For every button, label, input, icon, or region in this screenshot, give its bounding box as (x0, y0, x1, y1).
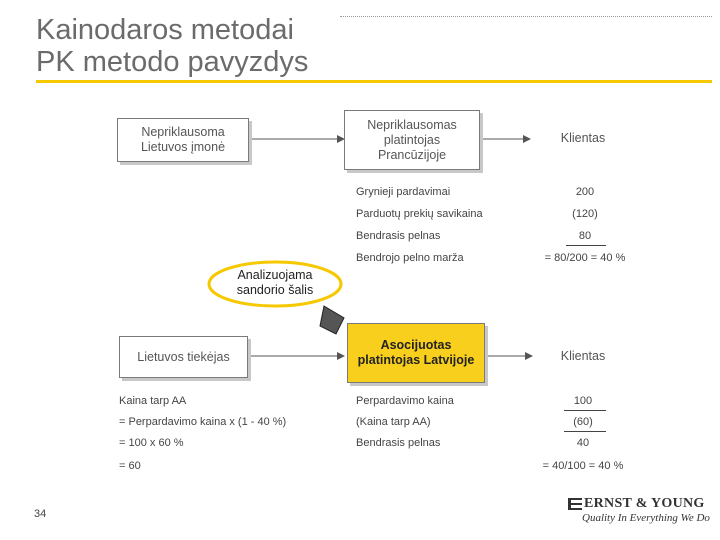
ernst-young-logo (568, 496, 710, 524)
top-row-1-value: 200 (575, 186, 595, 198)
top-row-4-value: = 80/200 = 40 % (544, 252, 626, 264)
bottom-left-row-2: = Perpardavimo kaina x (1 - 40 %) (119, 416, 287, 428)
box-lithuanian-supplier (119, 336, 248, 378)
bottom-mid-row-3: Bendrasis pelnas (356, 437, 441, 449)
bottom-left-row-3: = 100 x 60 % (119, 437, 184, 449)
title-line-2: PK metodo pavyzdys (36, 46, 309, 78)
ey-mark-icon (568, 497, 584, 511)
top-row-4-label: Bendrojo pelno marža (356, 252, 464, 264)
box-associated-distributor-latvia-label: Asocijuotas platintojas Latvijoje (357, 338, 475, 367)
page-number: 34 (34, 508, 47, 520)
logo-name: ERNST & YOUNG (584, 496, 705, 511)
box-associated-distributor-latvia (347, 323, 485, 383)
box-independent-lithuanian-company (117, 118, 249, 162)
top-row-2-value: (120) (572, 208, 598, 220)
top-sum-line (566, 245, 606, 246)
logo-tagline: Quality In Everything We Do (582, 512, 710, 524)
top-row-3-label: Bendrasis pelnas (356, 230, 441, 242)
title-line-1: Kainodaros metodai (36, 14, 294, 46)
top-row-3-value: 80 (578, 230, 592, 242)
bottom-value-1: 100 (573, 395, 593, 407)
bottom-value-3: 40 (576, 437, 590, 449)
box-independent-lithuanian-company-label: Nepriklausoma Lietuvos įmonė (140, 125, 226, 154)
callout-pointer (320, 306, 344, 334)
top-row-2-label: Parduotų prekių savikaina (356, 208, 483, 220)
callout-text: Analizuojama sandorio šalis (236, 268, 314, 297)
box-independent-distributor-france (344, 110, 480, 170)
bottom-value-4: = 40/100 = 40 % (542, 460, 624, 472)
bottom-line-1 (564, 410, 606, 411)
bottom-mid-row-2: (Kaina tarp AA) (356, 416, 431, 428)
bottom-left-row-4: = 60 (119, 460, 141, 472)
bottom-mid-row-1: Perpardavimo kaina (356, 395, 454, 407)
bottom-value-2: (60) (573, 416, 593, 428)
box-lithuanian-supplier-label: Lietuvos tiekėjas (137, 349, 230, 364)
bottom-client-label: Klientas (560, 349, 606, 363)
bottom-left-row-1: Kaina tarp AA (119, 395, 187, 407)
bottom-line-2 (564, 431, 606, 432)
top-client-label: Klientas (560, 131, 606, 145)
top-row-1-label: Grynieji pardavimai (356, 186, 451, 198)
box-independent-distributor-france-label: Nepriklausomas platintojas Prancūzijoje (367, 117, 457, 162)
